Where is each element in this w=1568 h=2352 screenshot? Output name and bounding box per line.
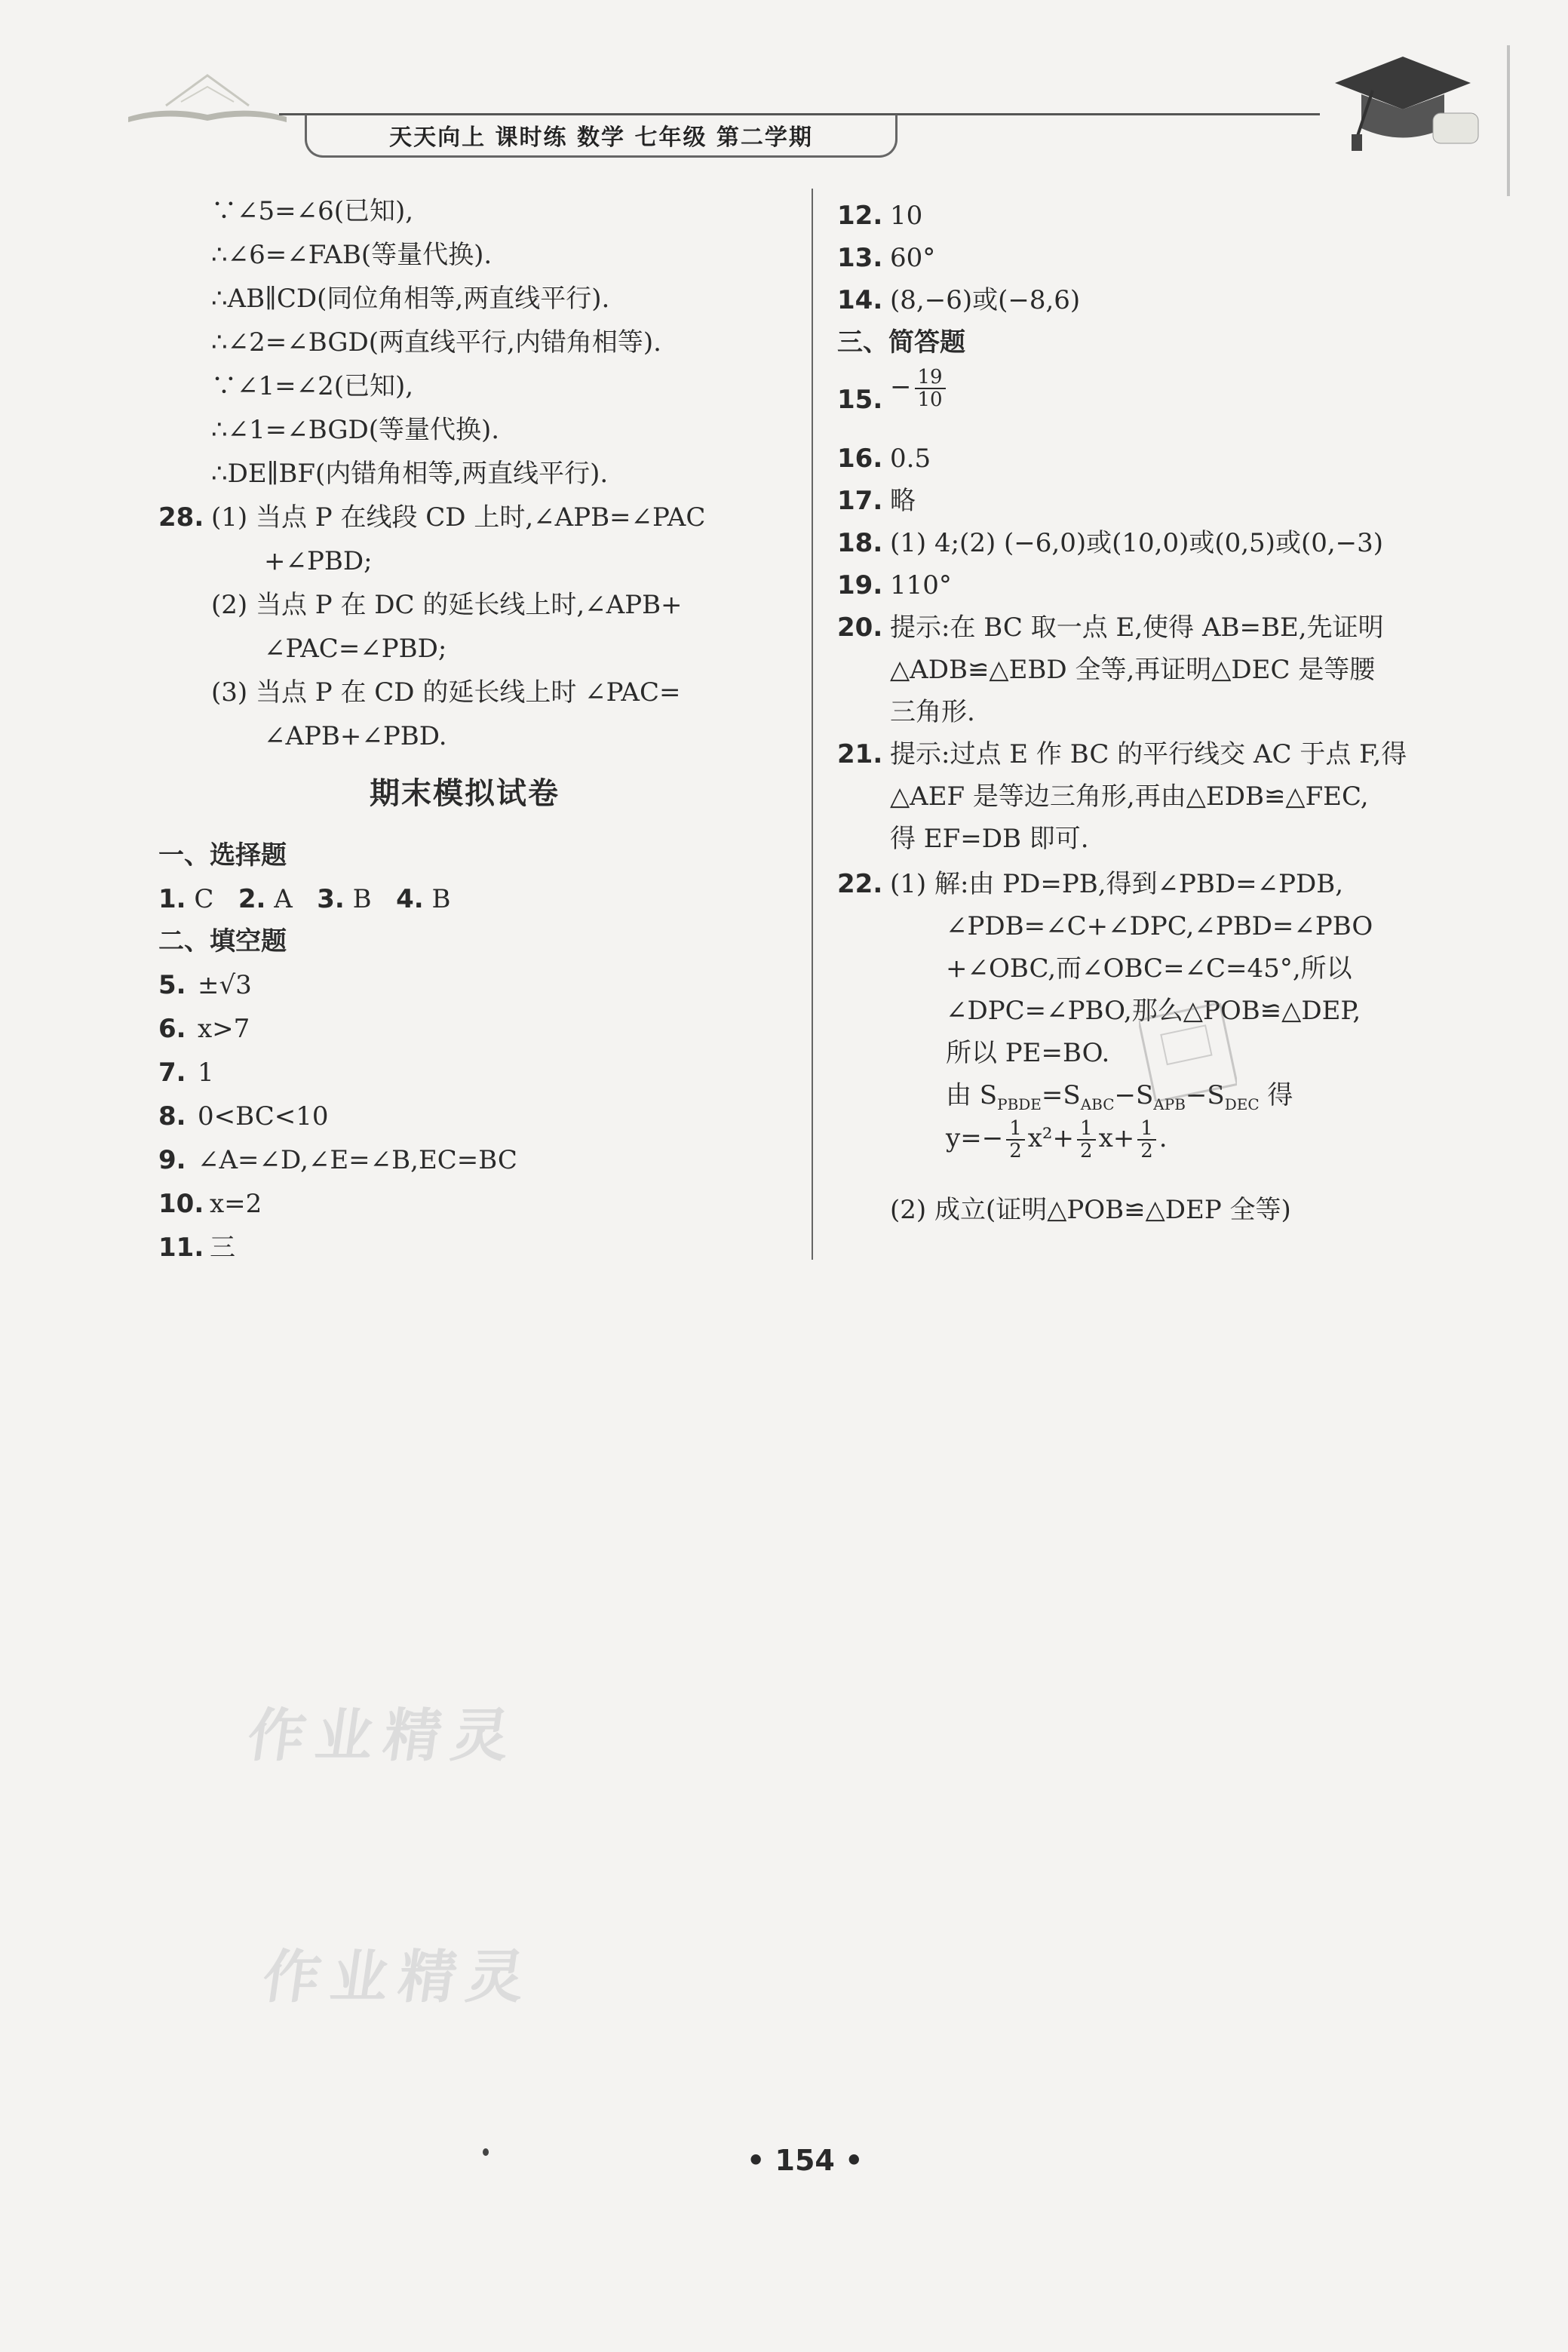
choice-answers: 1. C 2. A 3. B 4. B <box>158 884 451 914</box>
q28-line-6: ∠APB+∠PBD. <box>264 721 447 751</box>
q18-number: 18. <box>837 528 883 558</box>
faint-stamp-icon <box>1139 1003 1237 1101</box>
q22-line-1: (1) 解:由 PD=PB,得到∠PBD=∠PDB, <box>890 869 1344 899</box>
q7-answer: 1 <box>198 1058 214 1088</box>
q11-number: 11. <box>158 1233 204 1263</box>
q12-number: 12. <box>837 201 883 231</box>
page-number: • 154 • <box>747 2144 864 2177</box>
ink-dot <box>483 2148 489 2156</box>
left-line-7: ∴DE∥BF(内错角相等,两直线平行). <box>211 459 609 489</box>
q11-answer: 三 <box>210 1233 235 1263</box>
q21-number: 21. <box>837 739 883 769</box>
q22-line-8: (2) 成立(证明△POB≌△DEP 全等) <box>890 1195 1291 1225</box>
q7-number: 7. <box>158 1058 186 1088</box>
q22-number: 22. <box>837 869 883 899</box>
q15-fraction: $\frac{19}{10}$ <box>915 367 946 410</box>
q22-line-7: y=− $\frac{1}{2}$ x²+ $\frac{1}{2}$ x+ $\frac{1}{2}$ . <box>946 1117 1168 1162</box>
q10-number: 10. <box>158 1189 204 1219</box>
q16-answer: 0.5 <box>890 444 931 474</box>
q20-line-1: 提示:在 BC 取一点 E,使得 AB=BE,先证明 <box>890 613 1384 643</box>
q20-line-3: 三角形. <box>890 697 975 727</box>
watermark-1: 作业精灵 <box>243 1702 525 1769</box>
left-line-5: ∵∠1=∠2(已知), <box>211 371 414 401</box>
left-line-2: ∴∠6=∠FAB(等量代换). <box>211 240 492 270</box>
q22-line-6: 由 $S_{PBDE}=S_{ABC}-S_{APB}-S_{DEC}$ 得 <box>946 1080 1293 1113</box>
q6-answer: x>7 <box>198 1014 250 1044</box>
q22-fraction-3: $\frac{1}{2}$ <box>1137 1118 1156 1162</box>
q14-answer: (8,−6)或(−8,6) <box>890 285 1081 315</box>
q13-number: 13. <box>837 243 883 273</box>
book-decoration-icon <box>121 60 294 128</box>
section-fill-heading: 二、填空题 <box>158 926 287 956</box>
exam-title: 期末模拟试卷 <box>370 776 560 811</box>
q19-number: 19. <box>837 570 883 600</box>
watermark-2: 作业精灵 <box>258 1943 540 2010</box>
q21-line-1: 提示:过点 E 作 BC 的平行线交 AC 于点 F,得 <box>890 739 1407 769</box>
graduation-cap-icon <box>1320 45 1486 158</box>
q21-line-3: 得 EF=DB 即可. <box>890 824 1089 854</box>
left-line-6: ∴∠1=∠BGD(等量代换). <box>211 415 500 445</box>
left-line-1: ∵∠5=∠6(已知), <box>211 196 414 226</box>
q20-number: 20. <box>837 613 883 643</box>
q15-number: 15. <box>837 385 883 415</box>
q28-line-2: +∠PBD; <box>264 546 373 576</box>
q5-number: 5. <box>158 970 186 1000</box>
q12-answer: 10 <box>890 201 923 231</box>
q28-line-5: (3) 当点 P 在 CD 的延长线上时 ∠PAC= <box>211 677 681 708</box>
q9-number: 9. <box>158 1145 186 1175</box>
q5-answer: ±√3 <box>198 970 252 1000</box>
header-title: 天天向上 课时练 数学 七年级 第二学期 <box>305 115 898 158</box>
page-edge <box>1507 45 1520 196</box>
q17-answer: 略 <box>890 486 916 516</box>
q22-fraction-1: $\frac{1}{2}$ <box>1006 1118 1025 1162</box>
q28-line-1: (1) 当点 P 在线段 CD 上时,∠APB=∠PAC <box>211 502 706 533</box>
left-line-4: ∴∠2=∠BGD(两直线平行,内错角相等). <box>211 327 661 358</box>
column-divider <box>812 189 813 1260</box>
q22-line-2: ∠PDB=∠C+∠DPC,∠PBD=∠PBO <box>946 911 1373 941</box>
q10-answer: x=2 <box>210 1189 262 1219</box>
section-choice-heading: 一、选择题 <box>158 840 287 870</box>
q18-answer: (1) 4;(2) (−6,0)或(10,0)或(0,5)或(0,−3) <box>890 528 1384 558</box>
q28-number: 28. <box>158 502 204 533</box>
q9-answer: ∠A=∠D,∠E=∠B,EC=BC <box>198 1145 517 1175</box>
q8-answer: 0<BC<10 <box>198 1101 329 1131</box>
q16-number: 16. <box>837 444 883 474</box>
q28-line-3: (2) 当点 P 在 DC 的延长线上时,∠APB+ <box>211 590 683 620</box>
q8-number: 8. <box>158 1101 186 1131</box>
q22-line-3: +∠OBC,而∠OBC=∠C=45°,所以 <box>946 953 1352 984</box>
q21-line-2: △AEF 是等边三角形,再由△EDB≌△FEC, <box>890 781 1369 812</box>
q20-line-2: △ADB≌△EBD 全等,再证明△DEC 是等腰 <box>890 655 1376 685</box>
q14-number: 14. <box>837 285 883 315</box>
q19-answer: 110° <box>890 570 952 600</box>
section-short-answer-heading: 三、简答题 <box>837 327 965 358</box>
q13-answer: 60° <box>890 243 936 273</box>
q28-line-4: ∠PAC=∠PBD; <box>264 634 447 664</box>
q6-number: 6. <box>158 1014 186 1044</box>
q15-answer: − $\frac{19}{10}$ <box>890 367 949 410</box>
q22-line-4: ∠DPC=∠PBO,那么△POB≌△DEP, <box>946 996 1361 1026</box>
q22-fraction-2: $\frac{1}{2}$ <box>1077 1118 1096 1162</box>
q17-number: 17. <box>837 486 883 516</box>
left-line-3: ∴AB∥CD(同位角相等,两直线平行). <box>211 284 610 314</box>
q22-line-5: 所以 PE=BO. <box>946 1038 1110 1068</box>
